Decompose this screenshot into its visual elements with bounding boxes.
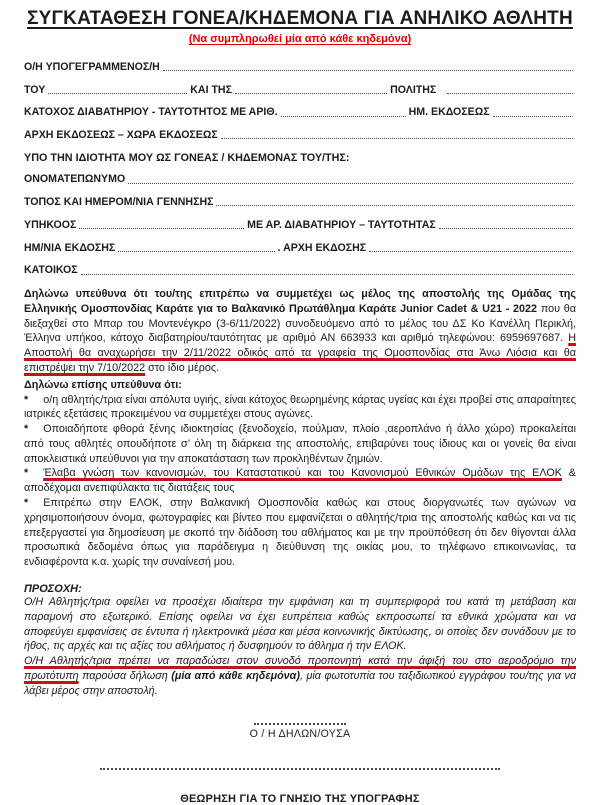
issue-date-fill-line: [493, 115, 573, 117]
bullet-regulations-rest-text: & αποδέχομαι ανεπιφύλακτα τις διατάξεις τους: [24, 467, 577, 495]
capacity-heading: ΥΠΟ ΤΗΝ ΙΔΙΟΤΗΤΑ ΜΟΥ ΩΣ ΓΟΝΕΑΣ / ΚΗΔΕΜΟΝΑΣ ΤΟΥ/ΤΗΣ:: [24, 151, 350, 164]
bullet-marker: *: [24, 423, 29, 436]
bullet-regulations-underlined-text: Έλαβα γνώση των κανονισμών, του Καταστατικού και του Κανονισμού Εθνικών Ομάδων της ΕΛΟΚ: [43, 467, 562, 480]
issue-authority-country-fill-line: [221, 137, 573, 139]
bullet-media-consent-text: Επιτρέπω στην ΕΛΟΚ, στην Βαλκανική Ομοσπονδία καθώς και στους διοργανωτές των αγώνων να χρησιμοποιήσουν όνομα, φωτογραφίες και βίντεο που εμφανίζεται ο αθλητής/τρια της αποστολής καθώς και να τις επεξεργαστεί για δημοσίευση με σκοπό την διάδοση του αθλήματος και με την προϋπόθεση ότι δεν θίγονται άλλα προσωπικά δεδομένα όπως για παράδειγμα η διεύθυνση της οικίας μου, το τηλέφωνο επικοινωνίας, τα ενδιαφέροντα κ.α. χωρίς την συναίνεσή μου.: [24, 497, 576, 569]
passport-holder-label: ΚΑΤΟΧΟΣ ΔΙΑΒΑΤΗΡΙΟΥ - ΤΑΥΤΟΤΗΤΟΣ ΜΕ ΑΡΙΘ.: [24, 106, 278, 119]
father-label: ΤΟΥ: [24, 83, 46, 96]
page-title: ΣΥΓΚΑΤΑΘΕΣΗ ΓΟΝΕΑ/ΚΗΔΕΜΟΝΑ ΓΙΑ ΑΝΗΛΙΚΟ ΑΘΛΗΤΗ: [27, 8, 573, 29]
attention-paragraph-2-tail: , μία φωτοτυπία του ταξιδιωτικού εγγράφου του/της για να λάβει μέρος στην αποστολή.: [24, 669, 576, 697]
field-row-nationality: [24, 219, 576, 232]
also-declare-heading: Δηλώνω επίσης υπεύθυνα ότι:: [24, 378, 182, 391]
attention-paragraph-1: Ο/Η Αθλητής/τρια οφείλει να προσέχει ιδιαίτερα την εμφάνιση και τη συμπεριφορά του κατά τη μετάβαση και παραμονή στο εξωτερικό. Επίσης οφείλει να έχει ευπρέπεια καθώς εκπροσωπεί τα εθνικά χρώματα και να αποφεύγει εμφανίσεις σε έντυπα ή ηλεκτρονικά μέσα και μέσα κοινωνικής δικτύωσης, οι οποίες δεν συνάδουν με το ήθος, τις αρχές και τις αξίες του αθλήματος ή δυσφημούν το άθλημα ή την ΕΛΟΚ.: [24, 595, 576, 653]
declaration-paragraph: [24, 287, 576, 376]
resident-fill-line: [81, 273, 573, 275]
attention-paragraph-2-mid: παρούσα δήλωση: [78, 669, 172, 682]
bullet-damage: [24, 422, 576, 466]
declarant-signature-label: Ο / Η ΔΗΛΩΝ/ΟΥΣΑ: [249, 728, 351, 741]
field-row-undersigned: [24, 61, 576, 74]
bullet-damage-text: Οποιαδήποτε φθορά ξένης ιδιοκτησίας (ξενοδοχείο, πούλμαν, πλοίο ,αεροπλάνο ή άλλο χώρο) προκαλείται από τους αθλητές οπουδήποτε σ’ όλη τη διάρκεια της αποστολής, επιβαρύνει τους ίδιους και οι γονείς θα είναι αποκλειστικά υπεύθυνοι για την αποκατάσταση των προκληθέντων ζημιών.: [24, 423, 576, 465]
undersigned-label: Ο/Η ΥΠΟΓΕΓΡΑΜΜΕΝΟΣ/Η: [24, 61, 160, 73]
nationality-fill-line: [79, 227, 244, 229]
bullet-health: [24, 393, 576, 423]
field-row-parents: [24, 84, 576, 97]
attention-heading: ΠΡΟΣΟΧΗ:: [24, 582, 82, 595]
full-name-label: ΟΝΟΜΑΤΕΠΩΝΥΜΟ: [24, 173, 126, 186]
declaration-tail: στο ίδιο μέρος.: [148, 362, 220, 375]
mother-label: ΚΑΙ ΤΗΣ: [190, 83, 232, 96]
issue-authority-country-label: ΑΡΧΗ ΕΚΔΟΣΕΩΣ – ΧΩΡΑ ΕΚΔΟΣΕΩΣ: [24, 129, 218, 142]
minor-passport-no-label: ΜΕ ΑΡ. ΔΙΑΒΑΤΗΡΙΟΥ – ΤΑΥΤΟΤΗΤΑΣ: [247, 218, 436, 231]
bullet-marker: *: [24, 497, 29, 510]
signature-section: [24, 722, 576, 805]
field-row-birth: [24, 196, 576, 209]
birth-place-date-fill-line: [216, 204, 573, 206]
field-row-fullname: [24, 173, 576, 186]
field-row-minor-issue: [24, 242, 576, 255]
passport-number-fill-line: [281, 115, 406, 117]
minor-fields-section: [24, 173, 576, 277]
bullet-marker: *: [24, 393, 29, 406]
page-subtitle: (Να συμπληρωθεί μία από κάθε κηδεμόνα): [188, 33, 412, 45]
bullet-media-consent: [24, 496, 576, 570]
signature-certification-label: ΘΕΩΡΗΣΗ ΓΙΑ ΤΟ ΓΝΗΣΙΟ ΤΗΣ ΥΠΟΓΡΑΦΗΣ: [180, 793, 420, 805]
declaration-middle: που θα διεξαχθεί στο Μπαρ του Μοντενέγκρο (3-6/11/2022) συνοδευόμενο από το μέλος του ΔΣ Κο Κανέλλη Περικλή, Έλληνα υπήκοο, κάτοχο διαβατηρίου/ταυτότητας με αριθμό ΑΝ 663933 και αριθμό τηλεφώνου: 6959697687.: [24, 302, 577, 345]
attention-section: [24, 583, 576, 698]
minor-issue-authority-label: . ΑΡΧΗ ΕΚΔΟΣΗΣ: [277, 241, 367, 254]
birth-place-date-label: ΤΟΠΟΣ ΚΑΙ ΗΜΕΡΟΜ/ΝΙΑ ΓΕΝΝΗΣΗΣ: [24, 196, 214, 209]
father-fill-line: [48, 92, 187, 94]
minor-passport-no-fill-line: [439, 227, 573, 229]
minor-issue-authority-fill-line: [369, 250, 573, 252]
bullet-health-text: ο/η αθλητής/τρια είναι απόλυτα υγιής, είναι κάτοχος θεωρημένης κάρτας υγείας και έχει προβεί στις απαραίτητες ιατρικές εξετάσεις προκειμένου να συμμετέχει στους αγώνες.: [24, 393, 576, 421]
declaration-bold-intro: Δηλώνω υπεύθυνα ότι του/της επιτρέπω να συμμετέχει ως μέλος της αποστολής της Ομάδας της Ελληνικής Ομοσπονδίας Καράτε για το Βαλκανικό Πρωτάθλημα Καράτε Junior Cadet & U21 - 2022: [24, 288, 576, 315]
full-name-fill-line: [128, 182, 573, 184]
field-row-authority: [24, 129, 576, 142]
attention-paragraph-2-bold: (μία από κάθε κηδεμόνα): [171, 669, 300, 682]
attention-red-underlined-text: Ο/Η Αθλητής/τρια πρέπει να παραδώσει στον συνοδό προπονητή κατά την άφιξή του στο αεροδρόμιο την πρωτότυπη: [24, 655, 576, 682]
citizen-label: ΠΟΛΙΤΗΣ: [390, 83, 437, 96]
undersigned-fill-line: [163, 69, 573, 71]
issue-date-label: ΗΜ. ΕΚΔΟΣΕΩΣ: [408, 106, 490, 119]
minor-issue-date-label: ΗΜ/ΝΙΑ ΕΚΔΟΣΗΣ: [24, 241, 116, 254]
resident-label: ΚΑΤΟΙΚΟΣ: [24, 264, 78, 277]
citizen-fill-line: [447, 92, 573, 94]
field-row-resident: [24, 264, 576, 277]
declaration-red-underlined-text: Η Αποστολή θα αναχωρήσει την 2/11/2022 οδικός από τα γραφεία της Ομοσπονδίας στα Άνω Λιόσια και θα επιστρέψει την 7/10/2022: [24, 332, 576, 375]
nationality-label: ΥΠΗΚΟΟΣ: [24, 218, 77, 231]
attention-paragraph-2: [24, 654, 576, 698]
declarant-fields-section: [24, 61, 576, 164]
certification-signature-line: [100, 767, 500, 770]
mother-fill-line: [235, 92, 387, 94]
bullet-regulations: [24, 466, 576, 496]
minor-issue-date-fill-line: [118, 250, 274, 252]
field-row-passport: [24, 106, 576, 119]
also-declare-section: [24, 378, 576, 570]
declarant-signature-line: [254, 722, 346, 725]
bullet-marker: *: [24, 467, 29, 480]
